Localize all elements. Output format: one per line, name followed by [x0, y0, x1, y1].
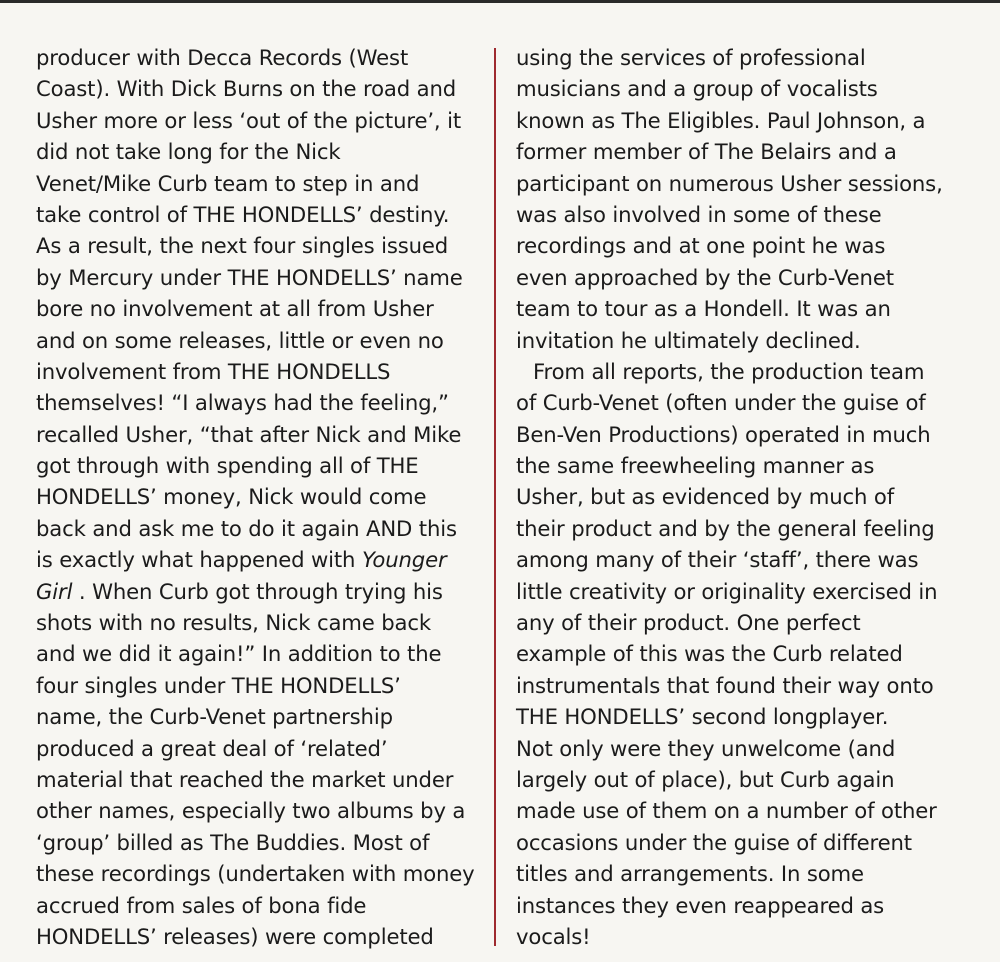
text-run: little creativity or originality exercised in: [516, 578, 938, 604]
text-run: As a result, the next four singles issued: [36, 233, 449, 259]
text-run: other names, especially two albums by a: [36, 798, 466, 824]
text-run: invitation he ultimately declined.: [516, 327, 861, 353]
text-line: [36, 827, 481, 858]
text-line: [36, 670, 481, 701]
text-line: [516, 764, 986, 795]
text-line: [516, 387, 986, 418]
text-run: their product and by the general feeling: [516, 515, 935, 541]
text-run: take control of THE HONDELLS’ destiny.: [36, 201, 450, 227]
text-line: [516, 356, 986, 387]
text-run: involvement from THE HONDELLS: [36, 358, 391, 384]
text-line: [36, 576, 481, 607]
text-run: shots with no results, Nick came back: [36, 610, 432, 636]
text-line: [516, 136, 986, 167]
text-line: [516, 858, 986, 889]
text-line: [36, 262, 481, 293]
text-line: [36, 356, 481, 387]
text-line: [36, 513, 481, 544]
text-run: known as The Eligibles. Paul Johnson, a: [516, 107, 926, 133]
text-run: recordings and at one point he was: [516, 233, 886, 259]
text-run: former member of The Belairs and a: [516, 139, 897, 165]
text-run: any of their product. One perfect: [516, 610, 861, 636]
column-divider: [494, 48, 496, 946]
text-run: produced a great deal of ‘related’: [36, 735, 388, 761]
text-line: [36, 481, 481, 512]
text-line: [516, 199, 986, 230]
text-run: musicians and a group of vocalists: [516, 76, 878, 102]
text-line: [36, 450, 481, 481]
text-line: [516, 293, 986, 324]
text-run: instances they even reappeared as: [516, 892, 885, 918]
text-line: [36, 764, 481, 795]
text-line: [36, 136, 481, 167]
text-line: [516, 670, 986, 701]
text-line: [516, 576, 986, 607]
text-run: vocals!: [516, 923, 591, 949]
text-run: even approached by the Curb-Venet: [516, 264, 894, 290]
text-line: [516, 701, 986, 732]
text-run: among many of their ‘staff’, there was: [516, 547, 919, 573]
text-line: [516, 262, 986, 293]
text-run: . When Curb got through trying his: [72, 578, 443, 604]
text-run: recalled Usher, “that after Nick and Mike: [36, 421, 462, 447]
text-run: got through with spending all of THE: [36, 453, 419, 479]
text-run: back and ask me to do it again AND this: [36, 515, 457, 541]
left-text-column: [36, 42, 481, 952]
text-line: [516, 168, 986, 199]
text-run: THE HONDELLS’ second longplayer.: [516, 704, 889, 730]
text-run: occasions under the guise of different: [516, 829, 912, 855]
top-rule: [0, 0, 1000, 3]
text-line: [36, 701, 481, 732]
text-line: [516, 513, 986, 544]
text-line: [36, 890, 481, 921]
text-line: [516, 638, 986, 669]
text-line: [36, 230, 481, 261]
text-run: instrumentals that found their way onto: [516, 672, 934, 698]
text-line: [36, 419, 481, 450]
text-run: Usher more or less ‘out of the picture’, it: [36, 107, 461, 133]
text-line: [516, 419, 986, 450]
italic-title: Younger: [361, 547, 447, 573]
text-line: [36, 795, 481, 826]
text-run: Coast). With Dick Burns on the road and: [36, 76, 457, 102]
text-run: bore no involvement at all from Usher: [36, 296, 434, 322]
text-run: and we did it again!” In addition to the: [36, 641, 442, 667]
text-line: [36, 325, 481, 356]
text-run: Venet/Mike Curb team to step in and: [36, 170, 420, 196]
text-run: team to tour as a Hondell. It was an: [516, 296, 891, 322]
text-line: [516, 73, 986, 104]
text-run: name, the Curb-Venet partnership: [36, 704, 393, 730]
text-run: was also involved in some of these: [516, 201, 882, 227]
text-run: HONDELLS’ releases) were completed: [36, 923, 434, 949]
text-run: the same freewheeling manner as: [516, 453, 875, 479]
text-run: four singles under THE HONDELLS’: [36, 672, 401, 698]
text-line: [516, 795, 986, 826]
text-run: these recordings (undertaken with money: [36, 861, 475, 887]
text-line: [36, 858, 481, 889]
text-run: ‘group’ billed as The Buddies. Most of: [36, 829, 430, 855]
text-run: From all reports, the production team: [533, 358, 925, 384]
text-run: is exactly what happened with: [36, 547, 362, 573]
text-line: [516, 827, 986, 858]
text-line: [36, 387, 481, 418]
text-line: [516, 450, 986, 481]
text-line: [516, 230, 986, 261]
text-run: and on some releases, little or even no: [36, 327, 444, 353]
text-run: producer with Decca Records (West: [36, 45, 409, 70]
text-line: [516, 733, 986, 764]
text-run: did not take long for the Nick: [36, 139, 341, 165]
text-line: [516, 890, 986, 921]
text-line: [516, 607, 986, 638]
text-run: Usher, but as evidenced by much of: [516, 484, 895, 510]
text-run: Ben-Ven Productions) operated in much: [516, 421, 931, 447]
text-run: accrued from sales of bona fide: [36, 892, 367, 918]
text-line: [516, 921, 986, 952]
text-line: [36, 199, 481, 230]
text-run: example of this was the Curb related: [516, 641, 903, 667]
text-line: [36, 42, 481, 73]
text-run: titles and arrangements. In some: [516, 861, 864, 887]
text-run: by Mercury under THE HONDELLS’ name: [36, 264, 463, 290]
text-line: [516, 42, 986, 73]
text-line: [36, 73, 481, 104]
right-text-column: [516, 42, 986, 952]
text-line: [36, 733, 481, 764]
italic-title: Girl: [36, 578, 73, 604]
text-run: largely out of place), but Curb again: [516, 766, 895, 792]
text-run: themselves! “I always had the feeling,”: [36, 390, 449, 416]
text-run: using the services of professional: [516, 45, 866, 70]
text-line: [516, 105, 986, 136]
text-line: [516, 325, 986, 356]
text-line: [36, 105, 481, 136]
text-line: [36, 638, 481, 669]
text-line: [36, 544, 481, 575]
text-run: participant on numerous Usher sessions,: [516, 170, 943, 196]
text-line: [36, 607, 481, 638]
text-run: made use of them on a number of other: [516, 798, 937, 824]
text-run: Not only were they unwelcome (and: [516, 735, 896, 761]
text-line: [516, 481, 986, 512]
text-line: [36, 168, 481, 199]
text-line: [516, 544, 986, 575]
text-line: [36, 921, 481, 952]
text-run: material that reached the market under: [36, 766, 454, 792]
text-run: HONDELLS’ money, Nick would come: [36, 484, 427, 510]
text-run: of Curb-Venet (often under the guise of: [516, 390, 926, 416]
text-line: [36, 293, 481, 324]
